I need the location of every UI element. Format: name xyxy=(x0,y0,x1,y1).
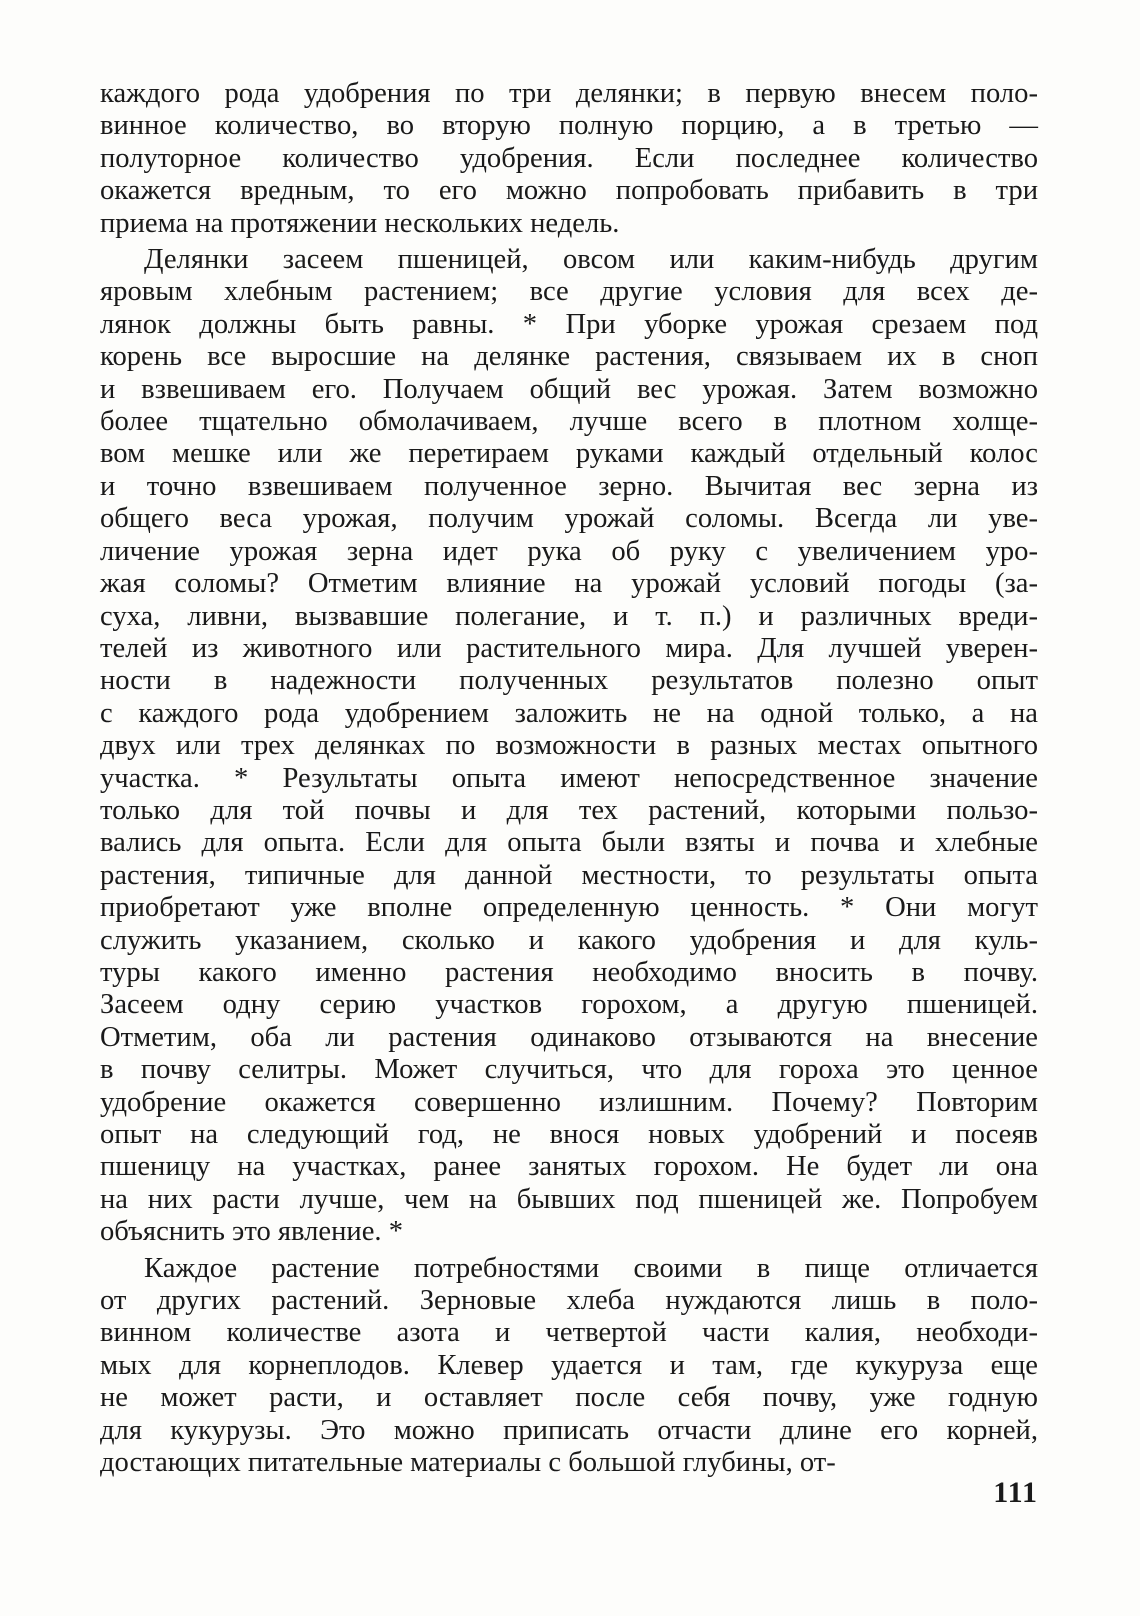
text-line: вом мешке или же перетираем руками каждый отдельный колос xyxy=(100,438,1038,470)
text-line: растения, типичные для данной местности, то результаты опыта xyxy=(100,859,1038,891)
text-line: и точно взвешиваем полученное зерно. Вычитая вес зерна из xyxy=(100,470,1038,502)
text-line: удобрение окажется совершенно излишним. Почему? Повторим xyxy=(100,1086,1038,1118)
text-line: Засеем одну серию участков горохом, а другую пшеницей. xyxy=(100,989,1038,1021)
text-line: в почву селитры. Может случиться, что для гороха это ценное xyxy=(100,1054,1038,1086)
text-line: винное количество, во вторую полную порцию, а в третью — xyxy=(100,110,1038,142)
text-line: приобретают уже вполне определенную ценность. * Они могут xyxy=(100,892,1038,924)
text-line: участка. * Результаты опыта имеют непосредственное значение xyxy=(100,762,1038,794)
text-line: полуторное количество удобрения. Если последнее количество xyxy=(100,142,1038,174)
text-line: пшеницу на участках, ранее занятых горохом. Не будет ли она xyxy=(100,1151,1038,1183)
text-line: служить указанием, сколько и какого удобрения и для куль- xyxy=(100,924,1038,956)
text-line: для кукурузы. Это можно приписать отчасти длине его корней, xyxy=(100,1414,1038,1446)
text-line: лянок должны быть равны. * При уборке урожая срезаем под xyxy=(100,308,1038,340)
text-line: вались для опыта. Если для опыта были взяты и почва и хлебные xyxy=(100,827,1038,859)
text-line: телей из животного или растительного мира. Для лучшей уверен- xyxy=(100,632,1038,664)
text-line: ности в надежности полученных результатов полезно опыт xyxy=(100,665,1038,697)
text-line: личение урожая зерна идет рука об руку с увеличением уро- xyxy=(100,535,1038,567)
text-line: суха, ливни, вызвавшие полегание, и т. п.) и различных вреди- xyxy=(100,600,1038,632)
body-text xyxy=(100,78,1038,1479)
text-line: более тщательно обмолачиваем, лучше всего в плотном холще- xyxy=(100,406,1038,438)
text-line: двух или трех делянках по возможности в разных местах опытного xyxy=(100,730,1038,762)
text-line: и взвешиваем его. Получаем общий вес урожая. Затем возможно xyxy=(100,373,1038,405)
text-line: с каждого рода удобрением заложить не на одной только, а на xyxy=(100,697,1038,729)
text-line: каждого рода удобрения по три делянки; в первую внесем поло- xyxy=(100,78,1038,109)
text-line: от других растений. Зерновые хлеба нуждаются лишь в поло- xyxy=(100,1285,1038,1317)
paragraph xyxy=(100,244,1038,1249)
page-number: 111 xyxy=(993,1476,1038,1509)
text-line: туры какого именно растения необходимо вносить в почву. xyxy=(100,956,1038,988)
text-line: опыт на следующий год, не внося новых удобрений и посеяв xyxy=(100,1119,1038,1150)
text-line: яровым хлебным растением; все другие условия для всех де- xyxy=(100,276,1038,308)
text-line: не может расти, и оставляет после себя почву, уже годную xyxy=(100,1382,1038,1414)
text-line: Каждое растение потребностями своими в пище отличается xyxy=(144,1252,1038,1284)
text-line: на них расти лучше, чем на бывших под пшеницей же. Попробуем xyxy=(100,1183,1038,1215)
paragraph xyxy=(100,78,1038,240)
text-line: объяснить это явление. * xyxy=(100,1216,404,1248)
text-line: достающих питательные материалы с большой глубины, от- xyxy=(100,1447,836,1479)
text-line: Отметим, оба ли растения одинаково отзываются на внесение xyxy=(100,1021,1038,1053)
text-line: общего веса урожая, получим урожай соломы. Всегда ли уве- xyxy=(100,503,1038,535)
paragraph xyxy=(100,1253,1038,1480)
text-line: окажется вредным, то его можно попробовать прибавить в три xyxy=(100,175,1038,207)
text-line: корень все выросшие на делянке растения, связываем их в сноп xyxy=(100,341,1038,373)
text-line: Делянки засеем пшеницей, овсом или каким-нибудь другим xyxy=(144,244,1038,276)
text-line: мых для корнеплодов. Клевер удается и там, где кукуруза еще xyxy=(100,1349,1038,1381)
text-line: жая соломы? Отметим влияние на урожай условий погоды (за- xyxy=(100,568,1038,600)
text-line: винном количестве азота и четвертой части калия, необходи- xyxy=(100,1317,1038,1349)
text-line: приема на протяжении нескольких недель. xyxy=(100,207,620,239)
text-line: только для той почвы и для тех растений, которыми пользо- xyxy=(100,794,1038,826)
